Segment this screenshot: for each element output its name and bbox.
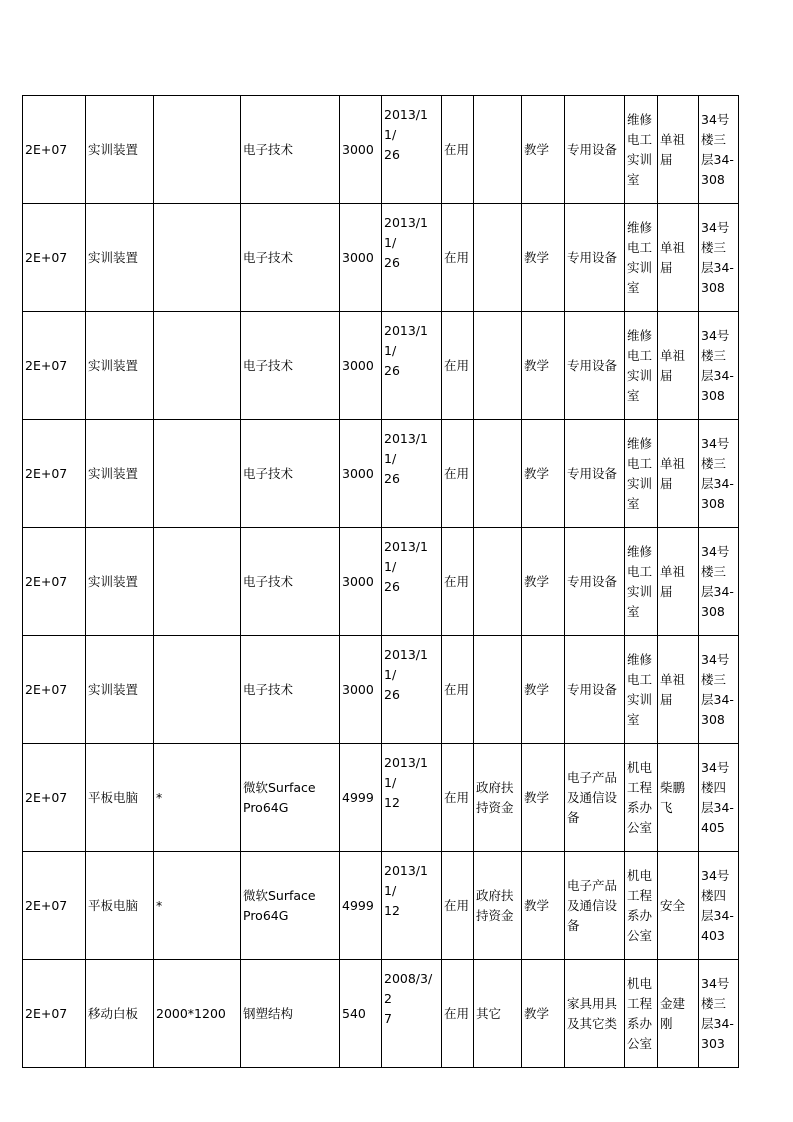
spec-cell: * bbox=[154, 744, 241, 852]
fund-source-cell bbox=[474, 636, 522, 744]
purchase-date-cell: 2013/11/ 26 bbox=[382, 636, 442, 744]
category-cell: 专用设备 bbox=[565, 636, 625, 744]
price-cell: 3000 bbox=[340, 96, 382, 204]
usage-cell: 教学 bbox=[522, 96, 565, 204]
asset-name-cell: 实训装置 bbox=[86, 636, 154, 744]
fund-source-cell: 政府扶 持资金 bbox=[474, 744, 522, 852]
location-cell: 34号 楼三 层34- 308 bbox=[699, 204, 739, 312]
model-cell: 电子技术 bbox=[241, 204, 340, 312]
model-cell: 电子技术 bbox=[241, 420, 340, 528]
asset-id-cell: 2E+07 bbox=[23, 96, 86, 204]
category-cell: 专用设备 bbox=[565, 312, 625, 420]
purchase-date-cell: 2013/11/ 26 bbox=[382, 528, 442, 636]
category-cell: 电子产品 及通信设 备 bbox=[565, 744, 625, 852]
keeper-cell: 单祖 届 bbox=[658, 96, 699, 204]
table-row bbox=[23, 852, 739, 960]
spec-cell: * bbox=[154, 852, 241, 960]
asset-name-cell: 实训装置 bbox=[86, 312, 154, 420]
category-cell: 专用设备 bbox=[565, 420, 625, 528]
purchase-date-cell: 2013/11/ 26 bbox=[382, 312, 442, 420]
keeper-cell: 金建 刚 bbox=[658, 960, 699, 1068]
department-cell: 维修 电工 实训 室 bbox=[625, 96, 658, 204]
department-cell: 维修 电工 实训 室 bbox=[625, 420, 658, 528]
status-cell: 在用 bbox=[442, 96, 474, 204]
department-cell: 机电 工程 系办 公室 bbox=[625, 852, 658, 960]
status-cell: 在用 bbox=[442, 852, 474, 960]
purchase-date-cell: 2013/11/ 12 bbox=[382, 744, 442, 852]
status-cell: 在用 bbox=[442, 312, 474, 420]
price-cell: 3000 bbox=[340, 636, 382, 744]
asset-name-cell: 平板电脑 bbox=[86, 744, 154, 852]
usage-cell: 教学 bbox=[522, 636, 565, 744]
status-cell: 在用 bbox=[442, 636, 474, 744]
asset-name-cell: 移动白板 bbox=[86, 960, 154, 1068]
price-cell: 4999 bbox=[340, 744, 382, 852]
asset-name-cell: 实训装置 bbox=[86, 420, 154, 528]
table-row bbox=[23, 204, 739, 312]
status-cell: 在用 bbox=[442, 204, 474, 312]
keeper-cell: 单祖 届 bbox=[658, 312, 699, 420]
spec-cell bbox=[154, 636, 241, 744]
asset-name-cell: 实训装置 bbox=[86, 96, 154, 204]
table-row bbox=[23, 96, 739, 204]
keeper-cell: 单祖 届 bbox=[658, 204, 699, 312]
keeper-cell: 柴鹏 飞 bbox=[658, 744, 699, 852]
model-cell: 电子技术 bbox=[241, 312, 340, 420]
purchase-date-cell: 2013/11/ 26 bbox=[382, 204, 442, 312]
category-cell: 家具用具 及其它类 bbox=[565, 960, 625, 1068]
spec-cell bbox=[154, 204, 241, 312]
asset-id-cell: 2E+07 bbox=[23, 312, 86, 420]
spec-cell: 2000*1200 bbox=[154, 960, 241, 1068]
asset-name-cell: 平板电脑 bbox=[86, 852, 154, 960]
asset-id-cell: 2E+07 bbox=[23, 204, 86, 312]
category-cell: 专用设备 bbox=[565, 96, 625, 204]
price-cell: 3000 bbox=[340, 312, 382, 420]
fund-source-cell bbox=[474, 420, 522, 528]
location-cell: 34号 楼三 层34- 308 bbox=[699, 312, 739, 420]
location-cell: 34号 楼三 层34- 308 bbox=[699, 96, 739, 204]
table-row bbox=[23, 420, 739, 528]
location-cell: 34号 楼三 层34- 308 bbox=[699, 420, 739, 528]
purchase-date-cell: 2013/11/ 12 bbox=[382, 852, 442, 960]
status-cell: 在用 bbox=[442, 420, 474, 528]
location-cell: 34号 楼三 层34- 308 bbox=[699, 636, 739, 744]
fund-source-cell bbox=[474, 204, 522, 312]
usage-cell: 教学 bbox=[522, 960, 565, 1068]
model-cell: 微软Surface Pro64G bbox=[241, 744, 340, 852]
usage-cell: 教学 bbox=[522, 204, 565, 312]
spec-cell bbox=[154, 420, 241, 528]
asset-table bbox=[22, 95, 739, 1068]
keeper-cell: 单祖 届 bbox=[658, 636, 699, 744]
asset-name-cell: 实训装置 bbox=[86, 528, 154, 636]
department-cell: 维修 电工 实训 室 bbox=[625, 204, 658, 312]
fund-source-cell bbox=[474, 528, 522, 636]
fund-source-cell: 政府扶 持资金 bbox=[474, 852, 522, 960]
spec-cell bbox=[154, 312, 241, 420]
spec-cell bbox=[154, 528, 241, 636]
asset-id-cell: 2E+07 bbox=[23, 636, 86, 744]
department-cell: 机电 工程 系办 公室 bbox=[625, 744, 658, 852]
table-row bbox=[23, 744, 739, 852]
price-cell: 4999 bbox=[340, 852, 382, 960]
fund-source-cell: 其它 bbox=[474, 960, 522, 1068]
location-cell: 34号 楼四 层34- 403 bbox=[699, 852, 739, 960]
table-row bbox=[23, 528, 739, 636]
table-row bbox=[23, 312, 739, 420]
department-cell: 维修 电工 实训 室 bbox=[625, 528, 658, 636]
asset-id-cell: 2E+07 bbox=[23, 744, 86, 852]
location-cell: 34号 楼三 层34- 303 bbox=[699, 960, 739, 1068]
spec-cell bbox=[154, 96, 241, 204]
asset-id-cell: 2E+07 bbox=[23, 528, 86, 636]
purchase-date-cell: 2013/11/ 26 bbox=[382, 96, 442, 204]
usage-cell: 教学 bbox=[522, 420, 565, 528]
usage-cell: 教学 bbox=[522, 744, 565, 852]
location-cell: 34号 楼三 层34- 308 bbox=[699, 528, 739, 636]
model-cell: 电子技术 bbox=[241, 528, 340, 636]
department-cell: 维修 电工 实训 室 bbox=[625, 312, 658, 420]
price-cell: 3000 bbox=[340, 420, 382, 528]
usage-cell: 教学 bbox=[522, 312, 565, 420]
model-cell: 电子技术 bbox=[241, 96, 340, 204]
keeper-cell: 单祖 届 bbox=[658, 420, 699, 528]
asset-name-cell: 实训装置 bbox=[86, 204, 154, 312]
model-cell: 电子技术 bbox=[241, 636, 340, 744]
department-cell: 维修 电工 实训 室 bbox=[625, 636, 658, 744]
status-cell: 在用 bbox=[442, 960, 474, 1068]
fund-source-cell bbox=[474, 312, 522, 420]
price-cell: 3000 bbox=[340, 204, 382, 312]
model-cell: 微软Surface Pro64G bbox=[241, 852, 340, 960]
category-cell: 专用设备 bbox=[565, 204, 625, 312]
table-row bbox=[23, 636, 739, 744]
status-cell: 在用 bbox=[442, 528, 474, 636]
table-row bbox=[23, 960, 739, 1068]
location-cell: 34号 楼四 层34- 405 bbox=[699, 744, 739, 852]
category-cell: 专用设备 bbox=[565, 528, 625, 636]
asset-id-cell: 2E+07 bbox=[23, 420, 86, 528]
keeper-cell: 安全 bbox=[658, 852, 699, 960]
purchase-date-cell: 2008/3/2 7 bbox=[382, 960, 442, 1068]
fund-source-cell bbox=[474, 96, 522, 204]
model-cell: 钢塑结构 bbox=[241, 960, 340, 1068]
asset-id-cell: 2E+07 bbox=[23, 960, 86, 1068]
department-cell: 机电 工程 系办 公室 bbox=[625, 960, 658, 1068]
category-cell: 电子产品 及通信设 备 bbox=[565, 852, 625, 960]
price-cell: 3000 bbox=[340, 528, 382, 636]
asset-id-cell: 2E+07 bbox=[23, 852, 86, 960]
table-body bbox=[23, 96, 739, 1068]
usage-cell: 教学 bbox=[522, 528, 565, 636]
keeper-cell: 单祖 届 bbox=[658, 528, 699, 636]
price-cell: 540 bbox=[340, 960, 382, 1068]
purchase-date-cell: 2013/11/ 26 bbox=[382, 420, 442, 528]
status-cell: 在用 bbox=[442, 744, 474, 852]
usage-cell: 教学 bbox=[522, 852, 565, 960]
